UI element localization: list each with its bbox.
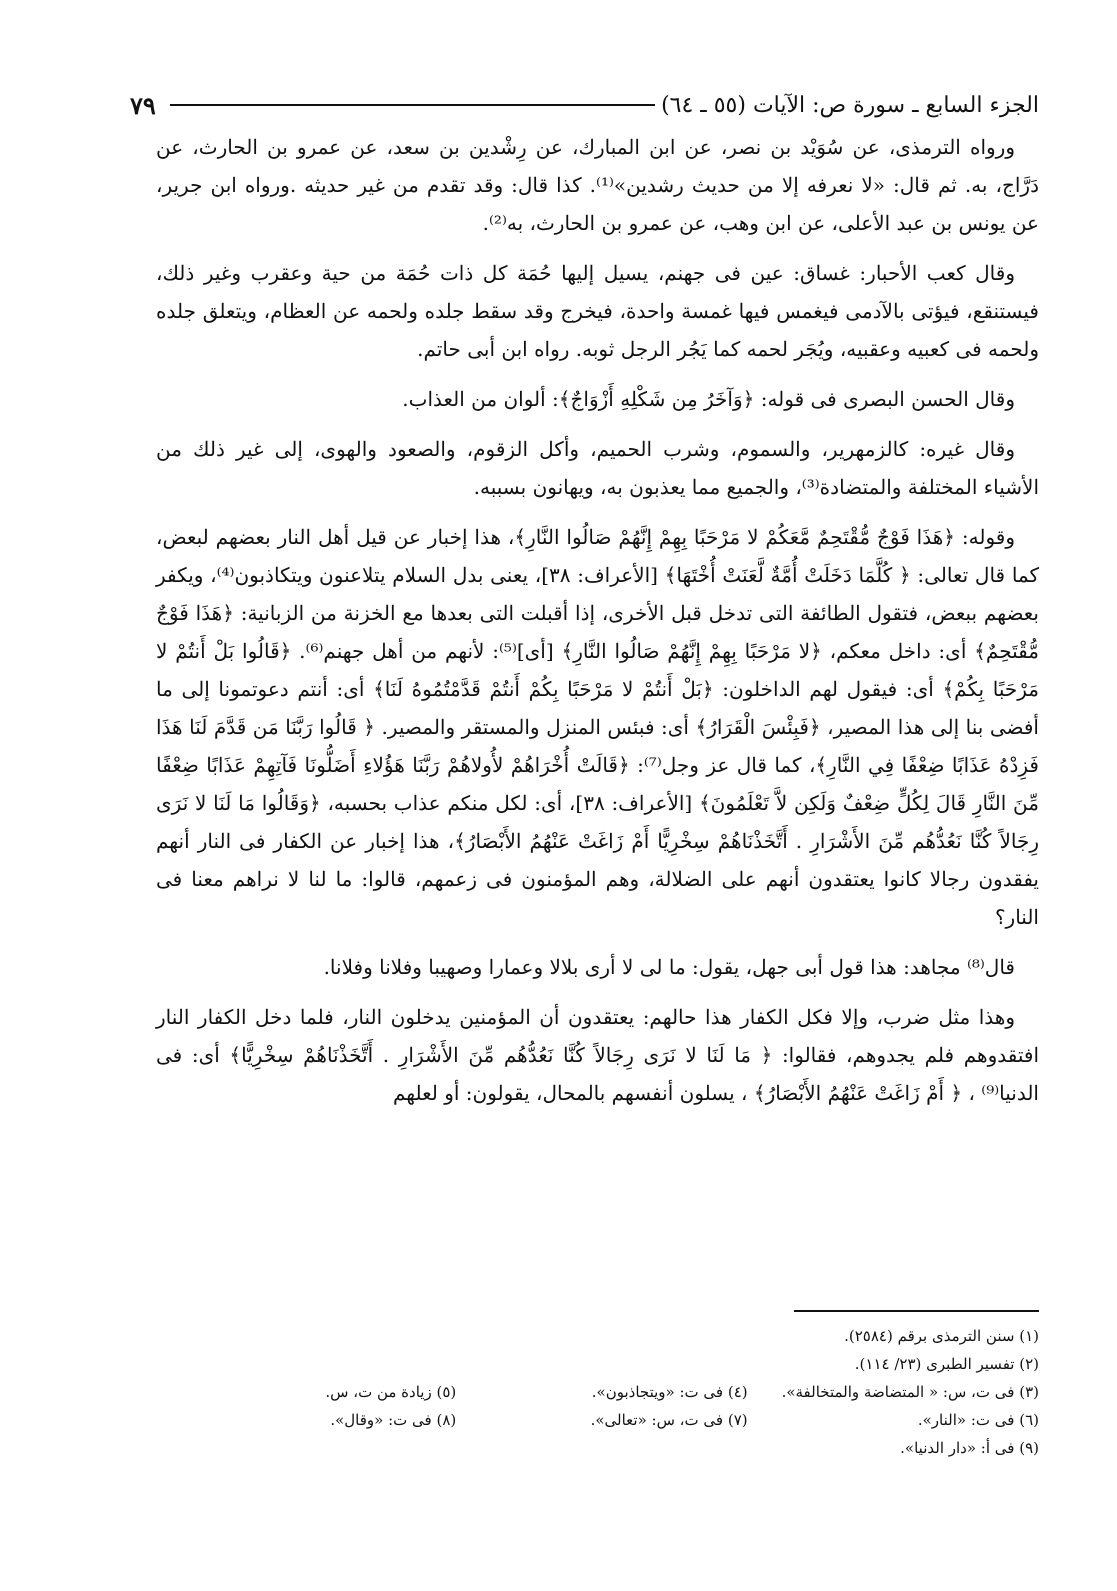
footnotes xyxy=(156,1322,1039,1462)
body-text xyxy=(156,128,1039,1124)
footnote: (١) سنن الترمذى برقم (٢٥٨٤). xyxy=(844,1327,1039,1345)
paragraph: وقوله: ﴿هَذَا فَوْجٌ مُّقْتَحِمٌ مَّعَكُمْ لا مَرْحَبًا بِهِمْ إِنَّهُمْ صَالُوا النَّارِ﴾، هذا إخبار عن قيل أهل النار بعضهم لبعض، كما قال تعالى: ﴿ كُلَّمَا دَخَلَتْ أُمَّةٌ لَّعَنَتْ أُخْتَهَا﴾ [الأعراف: ٣٨]، يعنى بدل السلام يتلاعنون ويتكاذبون⁽⁴⁾، ويكفر بعضهم ببعض، فتقول الطائفة التى تدخل قبل الأخرى، إذا أقبلت التى بعدها مع الخزنة من الزبانية: ﴿هَذَا فَوْجٌ مُّقْتَحِمٌ﴾ أى: داخل معكم، ﴿لا مَرْحَبًا بِهِمْ إِنَّهُمْ صَالُوا النَّارِ﴾ [أى]⁽⁵⁾: لأنهم من أهل جهنم⁽⁶⁾. ﴿قَالُوا بَلْ أَنتُمْ لا مَرْحَبًا بِكُمْ﴾ أى: فيقول لهم الداخلون: ﴿بَلْ أَنتُمْ لا مَرْحَبًا بِكُمْ أَنتُمْ قَدَّمْتُمُوهُ لَنَا﴾ أى: أنتم دعوتمونا إلى ما أفضى بنا إلى هذا المصير، ﴿فَبِئْسَ الْقَرَارُ﴾ أى: فبئس المنزل والمستقر والمصير. ﴿ قَالُوا رَبَّنَا مَن قَدَّمَ لَنَا هَذَا فَزِدْهُ عَذَابًا ضِعْفًا فِي النَّارِ﴾، كما قال عز وجل⁽⁷⁾: ﴿قَالَتْ أُخْرَاهُمْ لأُولاهُمْ رَبَّنَا هَؤُلاءِ أَضَلُّونَا فَآتِهِمْ عَذَابًا ضِعْفًا مِّنَ النَّارِ قَالَ لِكُلٍّ ضِعْفٌ وَلَكِن لاَّ تَعْلَمُونَ﴾ [الأعراف: ٣٨]، أى: لكل منكم عذاب بحسبه، ﴿وَقَالُوا مَا لَنَا لا نَرَى رِجَالاً كُنَّا نَعُدُّهُم مِّنَ الأَشْرَارِ . أَتَّخَذْنَاهُمْ سِخْرِيًّا أَمْ زَاغَتْ عَنْهُمُ الأَبْصَارُ﴾، هذا إخبار عن الكفار فى النار أنهم يفقدون رجالا كانوا يعتقدون أنهم على الضلالة، وهم المؤمنون فى زعمهم، قالوا: ما لنا لا نراهم معنا فى النار؟ xyxy=(156,525,1040,929)
footnote-row xyxy=(156,1434,1039,1462)
paragraph: وهذا مثل ضرب، وإلا فكل الكفار هذا حالهم: يعتقدون أن المؤمنين يدخلون النار، فلما دخل الكفار النار افتقدوهم فلم يجدوهم، فقالوا: ﴿ مَا لَنَا لا نَرَى رِجَالاً كُنَّا نَعُدُّهُم مِّنَ الأَشْرَارِ . أَتَّخَذْنَاهُمْ سِخْرِيًّا﴾ أى: فى الدنيا⁽⁹⁾ ، ﴿ أَمْ زَاغَتْ عَنْهُمُ الأَبْصَارُ﴾ ، يسلون أنفسهم بالمحال، يقولون: أو لعلهم xyxy=(156,1005,1040,1105)
footnote-rule xyxy=(794,1310,1039,1312)
page-number: ٧٩ xyxy=(130,90,156,120)
footnote: (٣) فى ت، س: « المتضاضة والمتخالفة». xyxy=(781,1383,1039,1401)
header-rule xyxy=(170,104,655,106)
paragraph: وقال الحسن البصرى فى قوله: ﴿وَآخَرُ مِن شَكْلِهِ أَزْوَاجٌ﴾: ألوان من العذاب. xyxy=(402,387,1015,411)
footnote-row xyxy=(156,1322,1039,1350)
paragraph: وقال غيره: كالزمهرير، والسموم، وشرب الحميم، وأكل الزقوم، والصعود والهوى، إلى غير ذلك من الأشياء المختلفة والمتضادة⁽³⁾، والجميع مما يعذبون به، ويهانون بسببه. xyxy=(156,437,1039,499)
paragraph: وقال كعب الأحبار: غساق: عين فى جهنم، يسيل إليها حُمَة كل ذات حُمَة من حية وعقرب وغير ذلك، فيستنقع، فيؤتى بالآدمى فيغمس فيها غمسة واحدة، فيخرج وقد سقط جلده ولحمه عن العظام، ويتعلق جلده ولحمه فى كعبيه وعقبيه، ويُجَر لحمه كما يَجُر الرجل ثوبه. رواه ابن أبى حاتم. xyxy=(156,261,1039,361)
footnote-row xyxy=(156,1406,1039,1434)
footnote: (٥) زيادة من ت، س. xyxy=(325,1383,457,1401)
header-title: الجزء السابع ـ سورة ص: الآيات (٥٥ ـ ٦٤) xyxy=(661,92,1039,118)
footnote: (٩) فى أ: «دار الدنيا». xyxy=(900,1439,1039,1457)
footnote: (٢) تفسير الطبرى (٢٣/ ١١٤). xyxy=(854,1355,1039,1373)
paragraph: ورواه الترمذى، عن سُوَيْد بن نصر، عن ابن المبارك، عن رِشْدين بن سعد، عن عمرو بن الحارث، عن دَرَّاج، به. ثم قال: «لا نعرفه إلا من حديث رشدين»⁽¹⁾. كذا قال: وقد تقدم من غير حديثه .ورواه ابن جرير، عن يونس بن عبد الأعلى، عن ابن وهب، عن عمرو بن الحارث، به⁽²⁾. xyxy=(156,135,1039,235)
footnote-row xyxy=(156,1350,1039,1378)
footnote: (٦) فى ت: «النار». xyxy=(917,1411,1039,1429)
footnote: (٧) فى ت، س: «تعالى». xyxy=(590,1411,748,1429)
paragraph: قال⁽⁸⁾ مجاهد: هذا قول أبى جهل، يقول: ما لى لا أرى بلالا وعمارا وصهيبا وفلانا وفلانا. xyxy=(323,955,1015,979)
footnote: (٤) فى ت: «ويتجاذبون». xyxy=(591,1383,748,1401)
footnote-row xyxy=(156,1378,1039,1406)
footnote: (٨) فى ت: «وقال». xyxy=(330,1411,457,1429)
running-header xyxy=(130,88,1039,122)
